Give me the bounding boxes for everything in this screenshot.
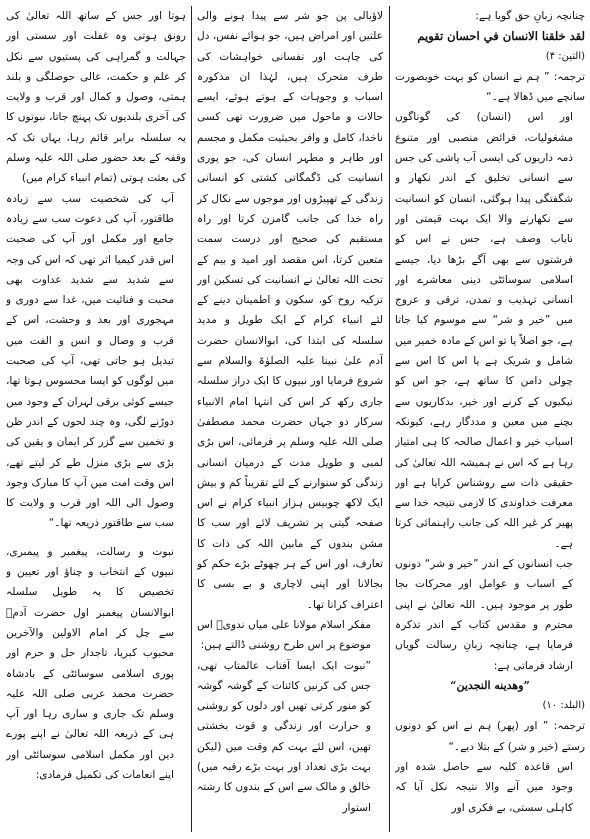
quran-quote-arabic: لقد خلقنا الانسان في احسان تقويم — [417, 29, 585, 44]
paragraph: آپ کی شخصیت سب سے زیادہ طاقتور، آپ کی دعوت سب سے زیادہ جامع اور مکمل اور آپ کی صحبت اس قدر کیمیا اثر تھی کہ اس کی وجہ سے شدید سے شدید عداوت بھی محبت و فنائیت میں، غدا سے دوری و مہجوری اور بعد و وحشت، اس کے قرب و وصال و انس و الفت میں تبدیل ہو جاتی تھی، آپ کی صحبت میں لوگوں کو ایسا محسوس ہوتا تھا، جیسے کوئی برقی لہران کے وجود میں دوڑنے لگی، وہ چند لحوں کے اندر ظن و تخمین سے گزر کر ایمان و یقین کی بڑی سے بڑی منزل طے کر لیتے تھے، اس وقت امت میں آپ کا مبارک وجود وصول الی اللہ اور قرب و ولایت کا سب سے طاقتور ذریعہ تھا۔“ — [6, 192, 174, 530]
quote-translation: ترجمہ: ” ہم نے انسان کو بہت خوبصورت سانچے میں ڈھالا ہے۔“ — [395, 70, 585, 104]
column-divider — [389, 6, 390, 832]
spacer — [6, 534, 186, 542]
block-quote: ”نبوت ایک ایسا آفتاب عالمتاب تھی، جس کی کرنیں کائنات کے گوشہ گوشہ کو منور کرتی تھیں اور دلوں کو روشنی و حرارت اور زندگی و قوت بخشتی تھیں، اس لئے بہت کم وقت میں (لیکن بہت بڑی تعداد اور بہت بڑے رقبہ میں) خالق و مالک سے اس کے بندوں کا رشتہ استوار — [197, 659, 371, 814]
column-left — [6, 6, 186, 832]
paragraph: نبوت و رسالت، پیغمبر و پیمبری، نبیوں کے انتخاب و چناؤ اور تعیین و تخصیص کا یہ طویل سلسلہ ابوالانسان پیغمبر اول حضرت آدمؑ سے چل کر امام الاولین والآخرین محبوب کبریا، تاجدار حل و حرم اور پوری اسلامی سوسائٹی کے بادشاہ حضرت محمد عربی صلی اللہ علیہ وسلم تک جاری و ساری رہا اور آپ ہی کے ذریعہ اللہ تعالیٰ نے اپنے پورے دین اور مکمل اسلامی سوسائٹی اور اپنے انعامات کی تکمیل فرمادی: — [6, 545, 174, 781]
quran-quote-arabic-2: ”وهدينه النجدين“ — [450, 678, 530, 692]
quran-quote-reference-2: (البلد: ۱۰) — [542, 700, 585, 712]
paragraph: اور اس (انسان) کی گوناگوں مشغولیات، فرائض منصبی اور متنوع ذمہ داریوں کی ایسی آب پاشی کی جس سے انسانی تخلیق کے اندر نکھار و شگفتگی پیدا ہوگئی، انسان کو انسانیت سے نکھارنے والا ایک بہت قیمتی اور نایاب وصف ہے، جس نے اس کو فرشتوں سے بھی آگے بڑھا دیا، جیسے اسلامی سوسائٹی دینی معاشرے اور انسانی تہذیب و تمدن، ترقی و عروج میں ”خیر و شر“ سے موسوم کیا جاتا ہے، جو اصلاً یا تو اس کے مادہ خمیر میں شامل و شریک ہے یا اس کا اس سے چولی دامن کا ساتھ ہے، جو اس کو نیکیوں کے کرنے اور خیر، بدکاریوں سے بچنے میں معین و مددگار رہے، کیونکہ اسباب خیر و اعمال صالحہ کا ہی امتیاز رہا ہے کہ اس نے ہمیشہ اللہ تعالیٰ کی حقیقی ذات سے روشناس کرایا ہے اور معرفت خداوندی کا لازمی نتیجہ خدا سے پھیر کر غیر اللہ کی جانب راہنمائی کرتا ہے۔ — [395, 111, 573, 550]
quote-translation-2: ترجمہ: ” اور (پھر) ہم نے اس کو دونوں رستے (خیر و شر) کے بتلا دیے۔“ — [395, 720, 585, 753]
quran-quote-reference: (التين: ۴) — [545, 50, 585, 62]
paragraph: جب انسانوں کے اندر ”خیر و شر“ دونوں کے اسباب و عوامل اور محرکات بجا طور پر موجود ہیں۔ اللہ تعالیٰ نے اپنی محترم و مقدس کتاب کے اندر تذکرہ فرمایا ہے، چنانچہ زبانِ رسالت گویاں ارشاد فرماتی ہے: — [395, 558, 573, 672]
paragraph: لاؤبالی پن جو شر سے پیدا ہونے والی علتیں اور امراض ہیں، جو ہوائے نفس، دل کی چاہت اور نفسانی خواہشات کی طرف متحرک ہیں، لہٰذا ان مذکورہ اسباب و وجوہات کے ہوتے ہوئے، ایسے حالات و ماحول میں ضرورت تھی کسی ناخدا، کامل و وافر بحیثیت مکمل و مجسم اور طاہر و مطہر انسان کی، جو پوری انسانیت کی ڈگمگاتی کشتی کو انسانی زندگی کے تھپیڑوں اور موجوں سے نکال کر راہ خدا کی جانب گامزن کرتا اور راہ مستقیم کی صحیح اور درست سمت متعین کرتا، اس مقصد اور امید و بیم کے تحت اللہ تعالیٰ نے انسانیت کی تسکین اور تزکیہ روح کو، سکون و اطمینان دینے کے لئے انبیاء کرام کے ایک طویل و مدید سلسلہ کی ابتدا کی، ابوالانسان حضرت آدم علیٰ نبینا علیہ الصلوٰۃ والسلام سے شروع فرمایا اور نبیوں کا ایک دراز سلسلہ جاری رکھ کر اس کی انتہا امام الانبیاء سرکار دو جہاں حضرت محمد مصطفیٰ صلی اللہ علیہ وسلم پر فرمائی، اس بڑی لمبی و طویل مدت کے درمیان انسانی زندگی کو سنوارنے کے لئے تقریباً کم و بیش ایک لاکھ چوبیس ہزار انبیاء کرام نے اس صفحہ گیتی پر تشریف لائے اور سب کا مشن بندوں کے مابین اللہ کی ذات کا تعارف، اور اس کے ہر چھوٹے بڑے حکم کو بجالانا اور اپنی لاچاری و بے بسی کا اعتراف کرانا تھا۔ — [197, 10, 383, 611]
paragraph: اس قاعدہ کلیہ سے حاصل شدہ اور وجود میں آنے والا نتیجہ نکل آیا کہ کاہلی سستی، بے فکری اور — [395, 760, 573, 814]
column-right — [395, 6, 585, 832]
paragraph: ہوتا اور جس کے ساتھ اللہ تعالیٰ کی رونق ہوتی وہ غفلت اور سستی اور جہالت و گمراہی کی پستیوں سے نکل کر علم و حکمت، عالی حوصلگی و بلند ہمتی، وصول و کمال اور قرب و ولایت کی آخری بلندیوں تک پہنچ جاتا، نبوتوں کا یہ سلسلہ برابر قائم رہا، یہاں تک کہ وقفہ کے بعد حضور صلی اللہ علیہ وسلم کی بعثت ہوتی (تمام انبیاء کرام میں) — [6, 10, 186, 185]
column-middle — [197, 6, 383, 832]
intro-text: چنانچہ زبانِ حق گویا ہے: — [475, 10, 585, 22]
column-divider — [191, 6, 192, 832]
paragraph: مفکر اسلام مولانا علی میاں ندویؒ اس موضوع پر اس طرح روشنی ڈالتے ہیں: — [197, 618, 371, 652]
